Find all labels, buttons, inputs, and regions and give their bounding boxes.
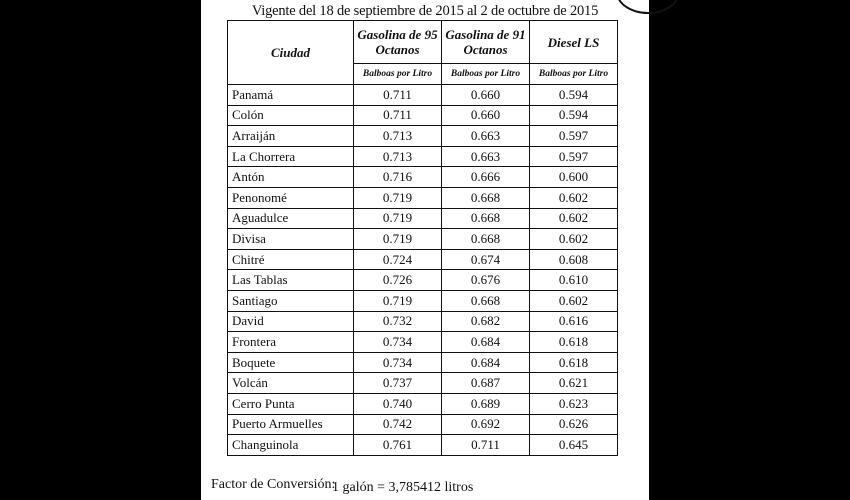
table-row — [228, 290, 618, 311]
price-91-cell: 0.668 — [442, 208, 530, 229]
table-row — [228, 229, 618, 250]
price-91-cell: 0.668 — [442, 229, 530, 250]
table-row — [228, 208, 618, 229]
price-91-cell: 0.682 — [442, 311, 530, 332]
table-row — [228, 126, 618, 147]
price-diesel-cell: 0.618 — [530, 352, 618, 373]
price-91-cell: 0.674 — [442, 249, 530, 270]
price-91-cell: 0.676 — [442, 270, 530, 291]
column-header-gasoline-91: Gasolina de 91 Octanos — [442, 21, 530, 64]
price-diesel-cell: 0.618 — [530, 332, 618, 353]
city-cell: Puerto Armuelles — [228, 414, 354, 435]
column-header-city: Ciudad — [228, 21, 354, 85]
unit-label: Balboas por Litro — [530, 64, 618, 85]
table-row — [228, 146, 618, 167]
price-95-cell: 0.734 — [354, 332, 442, 353]
city-cell: Frontera — [228, 332, 354, 353]
price-95-cell: 0.761 — [354, 435, 442, 456]
price-diesel-cell: 0.626 — [530, 414, 618, 435]
table-row — [228, 373, 618, 394]
city-cell: Changuinola — [228, 435, 354, 456]
price-91-cell: 0.660 — [442, 85, 530, 106]
price-95-cell: 0.719 — [354, 187, 442, 208]
price-95-cell: 0.713 — [354, 126, 442, 147]
price-91-cell: 0.692 — [442, 414, 530, 435]
price-diesel-cell: 0.597 — [530, 126, 618, 147]
city-cell: Las Tablas — [228, 270, 354, 291]
table-row — [228, 187, 618, 208]
price-95-cell: 0.713 — [354, 146, 442, 167]
table-header-row — [228, 21, 618, 64]
city-cell: Santiago — [228, 290, 354, 311]
price-diesel-cell: 0.602 — [530, 290, 618, 311]
price-diesel-cell: 0.608 — [530, 249, 618, 270]
city-cell: Chitré — [228, 249, 354, 270]
table-row — [228, 393, 618, 414]
price-diesel-cell: 0.602 — [530, 229, 618, 250]
city-cell: Panamá — [228, 85, 354, 106]
price-diesel-cell: 0.602 — [530, 208, 618, 229]
table-body — [228, 85, 618, 456]
table-row — [228, 332, 618, 353]
city-cell: Colón — [228, 105, 354, 126]
table-row — [228, 414, 618, 435]
price-95-cell: 0.719 — [354, 208, 442, 229]
city-cell: Divisa — [228, 229, 354, 250]
price-diesel-cell: 0.610 — [530, 270, 618, 291]
price-95-cell: 0.719 — [354, 290, 442, 311]
city-cell: La Chorrera — [228, 146, 354, 167]
price-diesel-cell: 0.616 — [530, 311, 618, 332]
conversion-factor-value: 1 galón = 3,785412 litros — [332, 480, 474, 495]
conversion-factor-label: Factor de Conversión: — [211, 477, 336, 492]
price-95-cell: 0.711 — [354, 105, 442, 126]
price-91-cell: 0.684 — [442, 332, 530, 353]
table-row — [228, 435, 618, 456]
table-row — [228, 105, 618, 126]
table-row — [228, 249, 618, 270]
price-91-cell: 0.663 — [442, 126, 530, 147]
city-cell: Boquete — [228, 352, 354, 373]
table-row — [228, 167, 618, 188]
table-row — [228, 270, 618, 291]
price-diesel-cell: 0.600 — [530, 167, 618, 188]
price-diesel-cell: 0.623 — [530, 393, 618, 414]
price-diesel-cell: 0.594 — [530, 105, 618, 126]
price-diesel-cell: 0.602 — [530, 187, 618, 208]
price-95-cell: 0.724 — [354, 249, 442, 270]
city-cell: Arraiján — [228, 126, 354, 147]
city-cell: Volcán — [228, 373, 354, 394]
price-91-cell: 0.684 — [442, 352, 530, 373]
price-95-cell: 0.732 — [354, 311, 442, 332]
price-95-cell: 0.740 — [354, 393, 442, 414]
price-91-cell: 0.668 — [442, 290, 530, 311]
document-title: Vigente del 18 de septiembre de 2015 al 2 de octubre de 2015 — [251, 3, 599, 19]
price-91-cell: 0.660 — [442, 105, 530, 126]
price-diesel-cell: 0.645 — [530, 435, 618, 456]
price-95-cell: 0.734 — [354, 352, 442, 373]
city-cell: Penonomé — [228, 187, 354, 208]
price-91-cell: 0.668 — [442, 187, 530, 208]
price-95-cell: 0.742 — [354, 414, 442, 435]
fuel-price-table — [227, 20, 618, 456]
price-95-cell: 0.719 — [354, 229, 442, 250]
price-diesel-cell: 0.594 — [530, 85, 618, 106]
price-91-cell: 0.711 — [442, 435, 530, 456]
price-diesel-cell: 0.597 — [530, 146, 618, 167]
price-91-cell: 0.687 — [442, 373, 530, 394]
price-95-cell: 0.711 — [354, 85, 442, 106]
unit-label: Balboas por Litro — [354, 64, 442, 85]
table-row — [228, 311, 618, 332]
column-header-gasoline-95: Gasolina de 95 Octanos — [354, 21, 442, 64]
city-cell: Antón — [228, 167, 354, 188]
document-page — [201, 0, 649, 500]
city-cell: David — [228, 311, 354, 332]
price-91-cell: 0.689 — [442, 393, 530, 414]
column-header-diesel: Diesel LS — [530, 21, 618, 64]
price-91-cell: 0.663 — [442, 146, 530, 167]
price-91-cell: 0.666 — [442, 167, 530, 188]
price-95-cell: 0.737 — [354, 373, 442, 394]
table-row — [228, 352, 618, 373]
price-diesel-cell: 0.621 — [530, 373, 618, 394]
city-cell: Aguadulce — [228, 208, 354, 229]
unit-label: Balboas por Litro — [442, 64, 530, 85]
table-row — [228, 85, 618, 106]
price-95-cell: 0.726 — [354, 270, 442, 291]
city-cell: Cerro Punta — [228, 393, 354, 414]
price-95-cell: 0.716 — [354, 167, 442, 188]
